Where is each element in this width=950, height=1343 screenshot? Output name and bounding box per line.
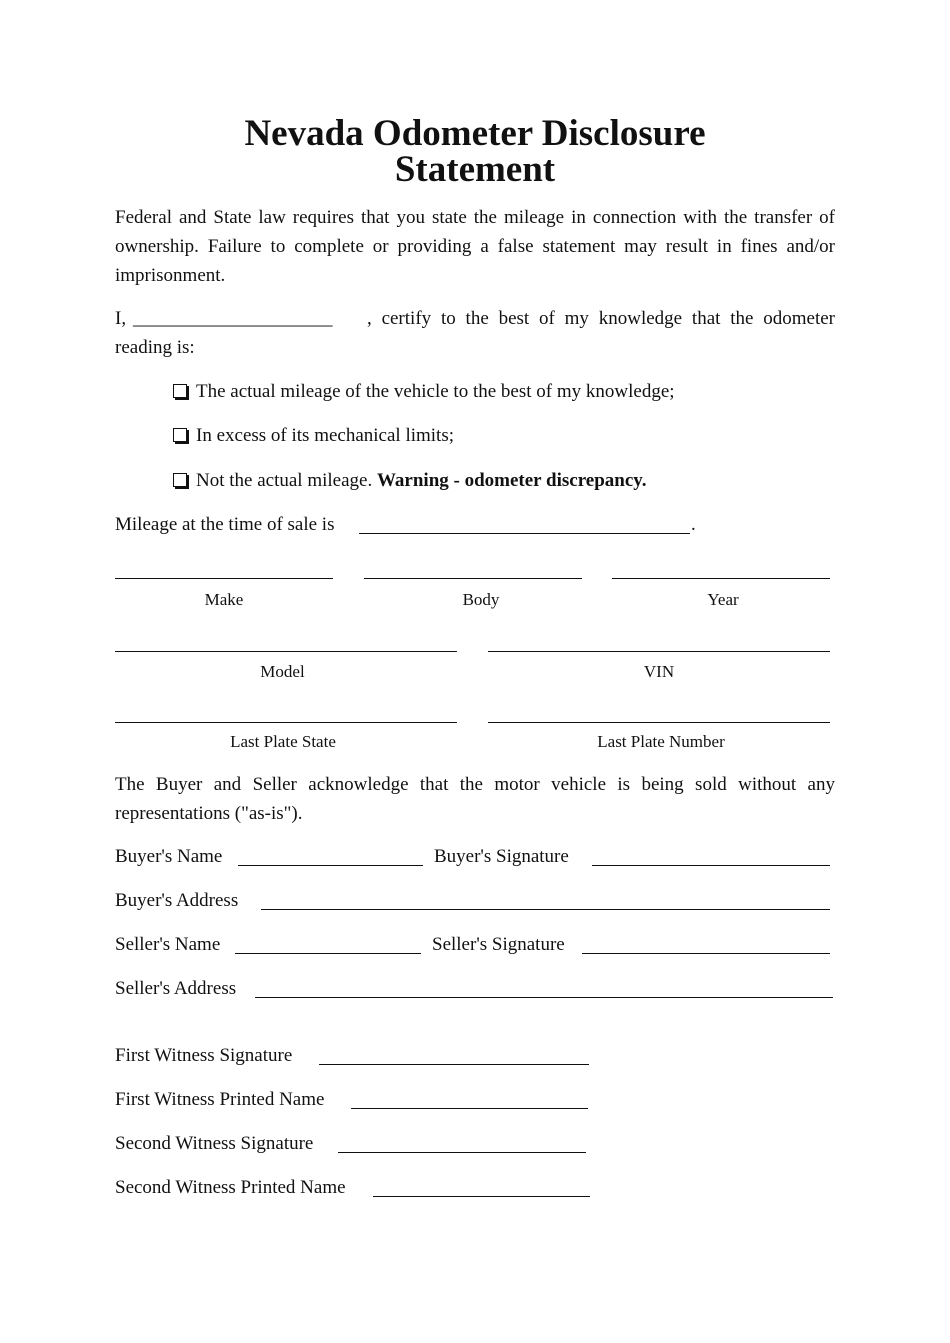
seller-signature-label: Seller's Signature	[432, 934, 565, 955]
year-caption: Year	[707, 590, 739, 609]
buyer-name-label: Buyer's Name	[115, 846, 223, 867]
option-label: The actual mileage of the vehicle to the best of my knowledge;	[196, 381, 675, 402]
model-caption: Model	[260, 662, 305, 681]
year-field[interactable]	[612, 578, 830, 579]
first-witness-signature-field[interactable]	[319, 1064, 589, 1065]
first-witness-printed-label: First Witness Printed Name	[115, 1089, 325, 1110]
last-plate-state-caption: Last Plate State	[230, 732, 336, 751]
buyer-signature-field[interactable]	[592, 865, 830, 866]
body-caption: Body	[462, 590, 500, 609]
second-witness-printed-field[interactable]	[373, 1196, 590, 1197]
seller-signature-field[interactable]	[582, 953, 830, 954]
mileage-label: Mileage at the time of sale is	[115, 514, 335, 535]
option-label: In excess of its mechanical limits;	[196, 425, 455, 446]
option-label: Not the actual mileage.	[196, 470, 373, 491]
certifier-name-field[interactable]: _____________________	[133, 308, 333, 329]
seller-name-label: Seller's Name	[115, 934, 221, 955]
as-is-paragraph: The Buyer and Seller acknowledge that the motor vehicle is being sold without any representations ("as-is").	[115, 774, 835, 824]
last-plate-number-caption: Last Plate Number	[597, 732, 725, 751]
checkbox-icon[interactable]	[173, 384, 187, 398]
intro-paragraph: Federal and State law requires that you state the mileage in connection with the transfer of ownership. Failure to complete or providing a false statement may result in fines and/or imprisonment.	[115, 207, 835, 286]
document-title-line2: Statement	[394, 149, 556, 190]
buyer-address-field[interactable]	[261, 909, 830, 910]
seller-address-field[interactable]	[255, 997, 833, 998]
last-plate-state-field[interactable]	[115, 722, 457, 723]
seller-name-field[interactable]	[235, 953, 421, 954]
certify-text: , certify to the best of my knowledge that the odometer	[367, 308, 835, 329]
option-excess-mechanical-limits[interactable]	[173, 425, 454, 447]
vin-field[interactable]	[488, 651, 830, 652]
make-field[interactable]	[115, 578, 333, 579]
body-field[interactable]	[364, 578, 582, 579]
seller-address-label: Seller's Address	[115, 978, 237, 999]
first-witness-signature-label: First Witness Signature	[115, 1045, 293, 1066]
last-plate-number-field[interactable]	[488, 722, 830, 723]
certify-line2: reading is:	[115, 337, 195, 358]
second-witness-signature-field[interactable]	[338, 1152, 586, 1153]
make-caption: Make	[204, 590, 244, 609]
warning-text: Warning - odometer discrepancy.	[376, 470, 647, 491]
second-witness-printed-label: Second Witness Printed Name	[115, 1177, 346, 1198]
buyer-signature-label: Buyer's Signature	[434, 846, 569, 867]
first-witness-printed-field[interactable]	[351, 1108, 588, 1109]
checkbox-icon[interactable]	[173, 428, 187, 442]
document-title-line1: Nevada Odometer Disclosure	[244, 113, 706, 154]
option-actual-mileage[interactable]	[173, 381, 675, 403]
buyer-name-field[interactable]	[238, 865, 423, 866]
second-witness-signature-label: Second Witness Signature	[115, 1133, 314, 1154]
mileage-field[interactable]	[359, 533, 690, 534]
certify-prefix: I,	[115, 308, 127, 329]
checkbox-icon[interactable]	[173, 473, 187, 487]
model-field[interactable]	[115, 651, 457, 652]
mileage-period: .	[691, 514, 696, 535]
buyer-address-label: Buyer's Address	[115, 890, 239, 911]
option-not-actual-mileage[interactable]	[173, 470, 647, 492]
vin-caption: VIN	[643, 662, 675, 681]
